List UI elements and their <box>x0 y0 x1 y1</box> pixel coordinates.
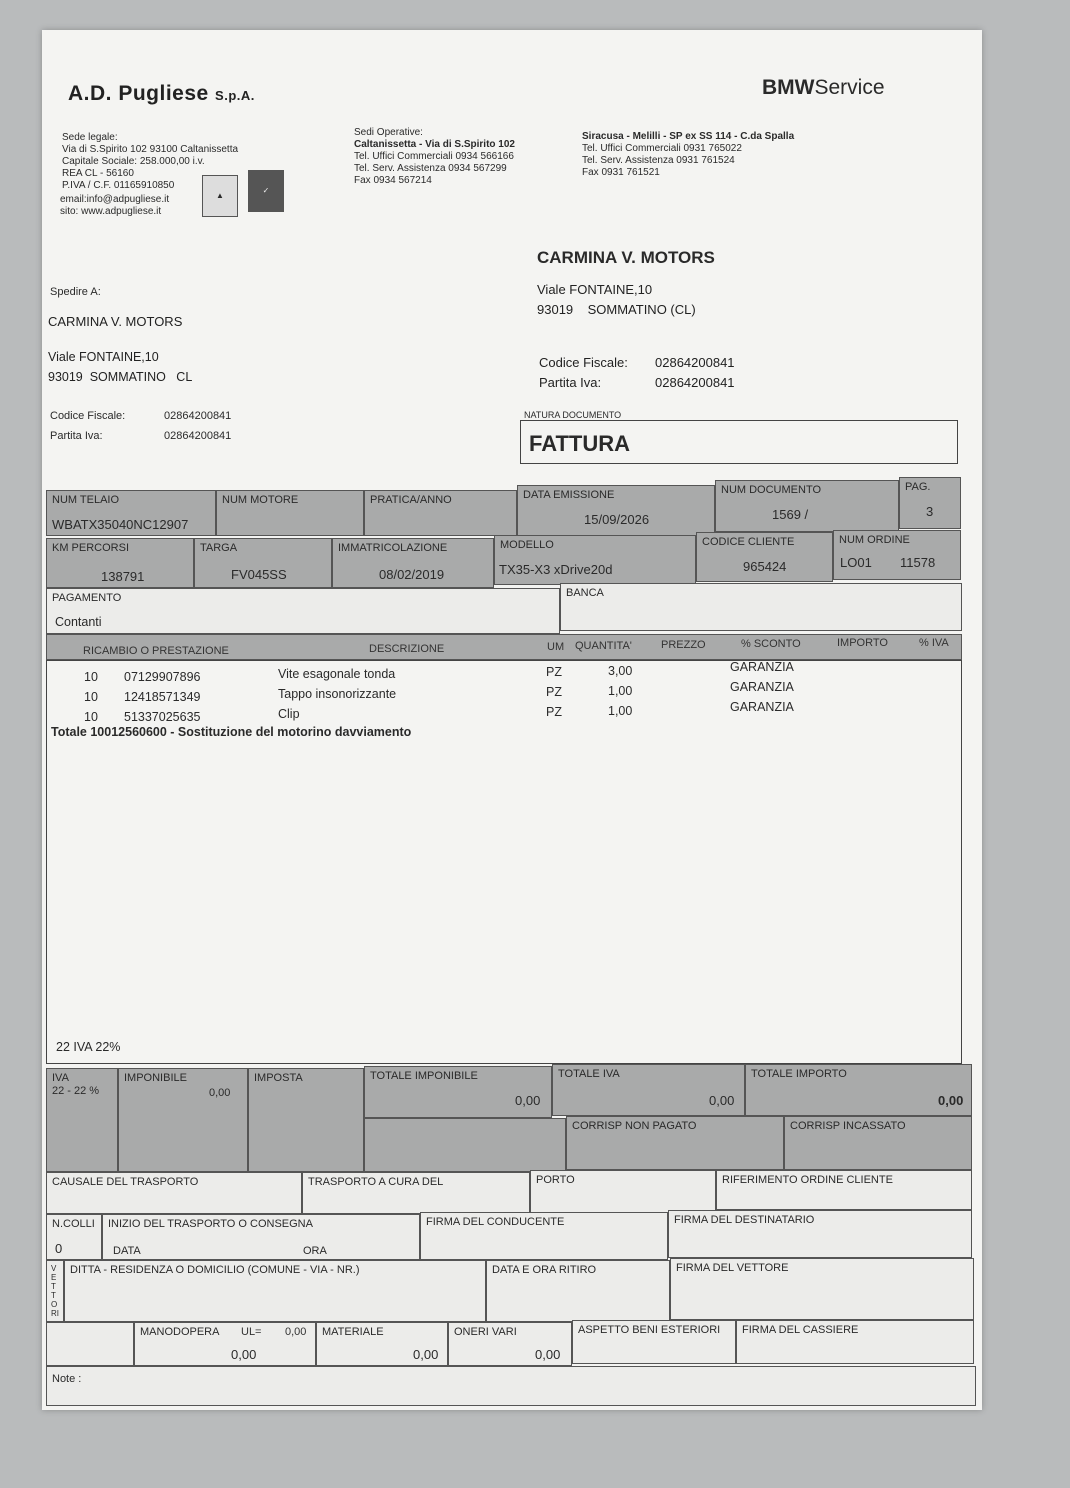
telaio-cell: NUM TELAIO WBATX35040NC12907 <box>46 490 216 536</box>
ship-to-piva: Partita Iva: 02864200841 <box>50 430 232 442</box>
item-um-3: PZ <box>546 705 562 719</box>
num-ordine-a: LO01 <box>840 555 872 570</box>
totale-importo-cell: TOTALE IMPORTO 0,00 <box>745 1064 972 1116</box>
ship-to-name: CARMINA V. MOTORS <box>48 314 183 329</box>
totale-imponibile-cell: TOTALE IMPONIBILE 0,00 <box>364 1066 552 1118</box>
item-qty-2: 1,00 <box>608 684 633 698</box>
empty-total-cell <box>364 1118 566 1172</box>
item-row-3: 10 51337025635 <box>84 710 201 724</box>
iva-summary-line: 22 IVA 22% <box>56 1040 121 1054</box>
ship-to-city: 93019 SOMMATINO CL <box>48 370 193 384</box>
item-note-3: GARANZIA <box>730 700 794 714</box>
modello-value: TX35-X3 xDrive20d <box>499 562 613 577</box>
porto-cell: PORTO <box>530 1170 716 1214</box>
items-header: RICAMBIO O PRESTAZIONE DESCRIZIONE UM QUANTITA' PREZZO % SCONTO IMPORTO % IVA <box>46 634 962 660</box>
banca-cell: BANCA <box>560 583 962 631</box>
immatricolazione-value: 08/02/2019 <box>379 567 445 582</box>
ship-to-street: Viale FONTAINE,10 <box>48 350 159 364</box>
iva-cell: IVA 22 - 22 % <box>46 1068 118 1172</box>
firma-conducente-cell: FIRMA DEL CONDUCENTE <box>420 1212 668 1260</box>
item-note-1: GARANZIA <box>730 660 794 674</box>
item-row-2: 10 12418571349 <box>84 690 201 704</box>
customer-city: 93019 SOMMATINO (CL) <box>537 302 696 317</box>
riferimento-cell: RIFERIMENTO ORDINE CLIENTE <box>716 1170 972 1210</box>
pratica-cell: PRATICA/ANNO <box>364 490 517 536</box>
ora-label: ORA <box>303 1245 327 1257</box>
num-ordine-cell: NUM ORDINE LO01 11578 <box>833 530 961 580</box>
certification-logo-icon: ▲ <box>202 175 238 217</box>
imponibile-value: 0,00 <box>209 1087 231 1099</box>
modello-cell: MODELLO TX35-X3 xDrive20d <box>494 535 696 585</box>
ncolli-cell: N.COLLI 0 <box>46 1214 102 1260</box>
aspetto-beni-cell: ASPETTO BENI ESTERIORI <box>572 1320 736 1364</box>
vettori-cell <box>46 1260 64 1322</box>
manodopera-value: 0,00 <box>231 1347 257 1362</box>
data-ora-ritiro-cell: DATA E ORA RITIRO <box>486 1260 670 1322</box>
customer-street: Viale FONTAINE,10 <box>537 282 653 297</box>
materiale-cell: MATERIALE 0,00 <box>316 1322 448 1366</box>
pagamento-value: Contanti <box>55 615 102 629</box>
materiale-value: 0,00 <box>413 1347 439 1362</box>
km-value: 138791 <box>101 569 145 584</box>
motore-cell: NUM MOTORE <box>216 490 364 536</box>
imponibile-cell: IMPONIBILE 0,00 <box>118 1068 248 1172</box>
num-documento-cell: NUM DOCUMENTO 1569 / <box>715 480 899 532</box>
corrisp-non-pagato-cell: CORRISP NON PAGATO <box>566 1116 784 1170</box>
targa-value: FV045SS <box>231 567 287 582</box>
item-qty-1: 3,00 <box>608 664 633 678</box>
note-cell: Note : <box>46 1366 976 1406</box>
firma-cassiere-cell: FIRMA DEL CASSIERE <box>736 1320 974 1364</box>
company-name: A.D. Pugliese S.p.A. <box>68 82 255 105</box>
item-um-2: PZ <box>546 685 562 699</box>
num-ordine-b: 11578 <box>900 555 936 570</box>
immatricolazione-cell: IMMATRICOLAZIONE 08/02/2019 <box>332 538 494 588</box>
customer-cf: Codice Fiscale: 02864200841 <box>539 355 735 370</box>
km-cell: KM PERCORSI 138791 <box>46 538 194 588</box>
pag-value: 3 <box>926 504 934 519</box>
manodopera-cell: MANODOPERA UL= 0,00 0,00 <box>134 1322 316 1366</box>
customer-name: CARMINA V. MOTORS <box>537 248 715 267</box>
ncolli-value: 0 <box>55 1241 63 1256</box>
ship-to-label: Spedire A: <box>50 286 101 298</box>
totale-importo-value: 0,00 <box>938 1093 964 1108</box>
data-emissione-cell: DATA EMISSIONE 15/09/2026 <box>517 485 715 536</box>
oneri-value: 0,00 <box>535 1347 561 1362</box>
quality-seal-icon: ✓ <box>248 170 284 212</box>
corrisp-incassato-cell: CORRISP INCASSATO <box>784 1116 972 1170</box>
targa-cell: TARGA FV045SS <box>194 538 332 588</box>
document-nature-box <box>520 420 958 464</box>
item-um-1: PZ <box>546 665 562 679</box>
vettori-label: VETTORI <box>51 1264 59 1318</box>
item-desc-3: Clip <box>278 707 300 721</box>
ditta-cell: DITTA - RESIDENZA O DOMICILIO (COMUNE - VIA - NR.) <box>64 1260 486 1322</box>
legal-info: Sede legale: Via di S.Spirito 102 93100 Caltanissetta Capitale Sociale: 258.000,00 i.v. REA CL - 56160 P.IVA / C.F. 01165910850 <box>62 132 239 191</box>
iva-value: 22 - 22 % <box>52 1085 100 1097</box>
pag-cell: PAG. 3 <box>899 477 961 529</box>
invoice-sheet <box>42 30 982 1410</box>
operative-sites-siracusa: Siracusa - Melilli - SP ex SS 114 - C.da Spalla Tel. Uffici Commerciali 0931 765022 Tel. Serv. Assistenza 0931 761524 Fax 0931 761521 <box>582 131 795 178</box>
inizio-trasporto-cell: INIZIO DEL TRASPORTO O CONSEGNA DATA ORA <box>102 1214 420 1260</box>
data-emissione-value: 15/09/2026 <box>584 512 650 527</box>
document-type: FATTURA <box>529 431 631 456</box>
ship-to-cf: Codice Fiscale: 02864200841 <box>50 410 232 422</box>
operative-sites: Sedi Operative: Caltanissetta - Via di S.Spirito 102 Tel. Uffici Commerciali 0934 566166 Tel. Serv. Assistenza 0934 567299 Fax 0934 567214 <box>354 127 515 186</box>
data-label: DATA <box>113 1245 141 1257</box>
item-qty-3: 1,00 <box>608 704 633 718</box>
document-nature-label: NATURA DOCUMENTO <box>524 410 622 420</box>
totale-iva-value: 0,00 <box>709 1093 735 1108</box>
causale-cell: CAUSALE DEL TRASPORTO <box>46 1172 302 1214</box>
trasporto-cura-cell: TRASPORTO A CURA DEL <box>302 1172 530 1214</box>
firma-vettore-cell: FIRMA DEL VETTORE <box>670 1258 974 1320</box>
num-documento-value: 1569 / <box>772 507 809 522</box>
pagamento-cell: PAGAMENTO Contanti <box>46 588 560 634</box>
telaio-value: WBATX35040NC12907 <box>52 517 189 532</box>
codice-cliente-cell: CODICE CLIENTE 965424 <box>696 532 833 582</box>
totale-imponibile-value: 0,00 <box>515 1093 541 1108</box>
item-row-1: 10 07129907896 <box>84 670 201 684</box>
contact-info: email:info@adpugliese.it sito: www.adpugliese.it <box>60 194 170 217</box>
blank-cell <box>46 1322 134 1366</box>
oneri-cell: ONERI VARI 0,00 <box>448 1322 572 1366</box>
item-desc-1: Vite esagonale tonda <box>278 667 396 681</box>
codice-cliente-value: 965424 <box>743 559 787 574</box>
item-note-2: GARANZIA <box>730 680 794 694</box>
brand-logo: BMWService <box>762 76 885 99</box>
firma-destinatario-cell: FIRMA DEL DESTINATARIO <box>668 1210 972 1258</box>
items-total-line: Totale 10012560600 - Sostituzione del motorino davviamento <box>51 725 412 739</box>
customer-piva: Partita Iva: 02864200841 <box>539 375 735 390</box>
imposta-cell: IMPOSTA <box>248 1068 364 1172</box>
totale-iva-cell: TOTALE IVA 0,00 <box>552 1064 745 1116</box>
item-desc-2: Tappo insonorizzante <box>278 687 397 701</box>
